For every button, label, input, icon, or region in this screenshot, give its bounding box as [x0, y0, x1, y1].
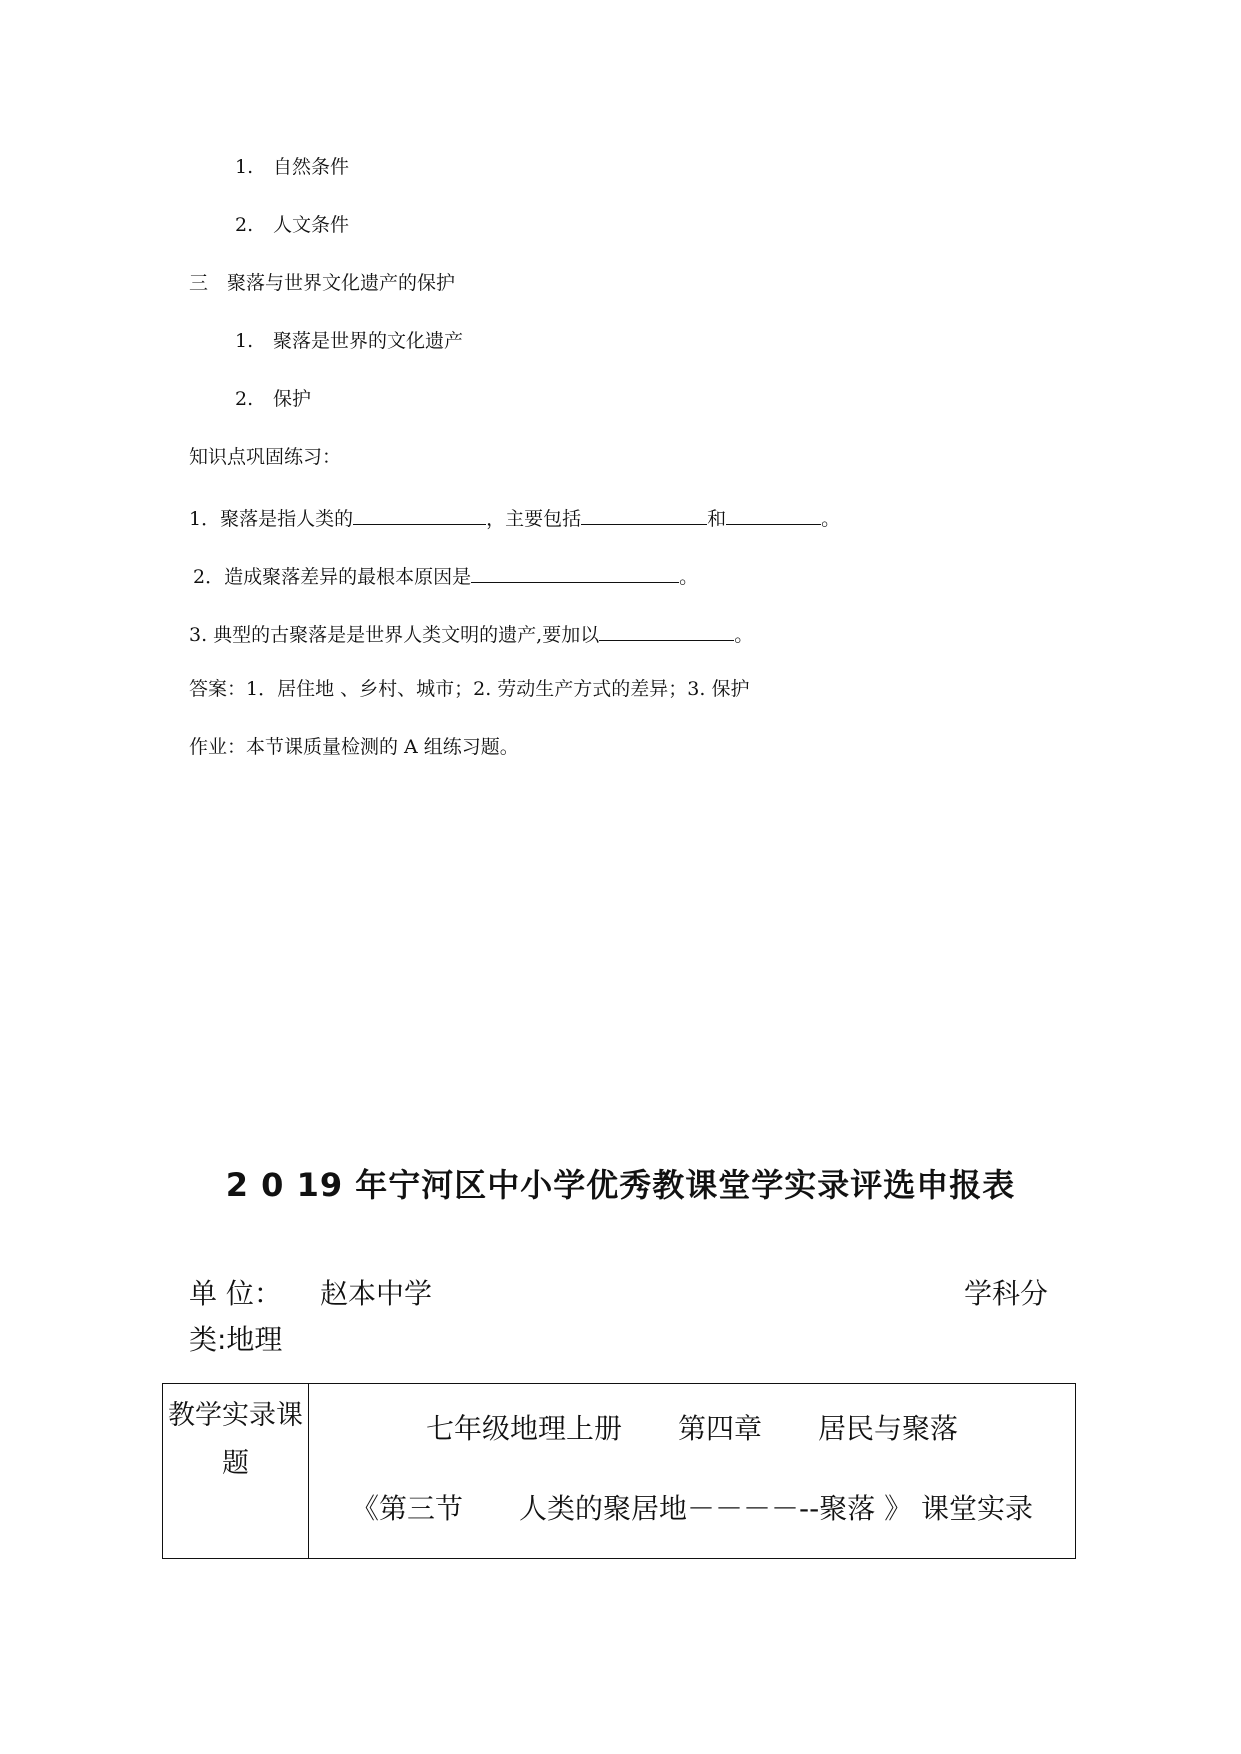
answer-blank: [726, 504, 821, 525]
table-row: [163, 1384, 1076, 1559]
subject-label: 学科分: [964, 1277, 1049, 1310]
outline-item: [235, 214, 349, 237]
item-number: 2.: [235, 388, 254, 410]
question-2: [193, 562, 698, 589]
question-text: 。: [821, 508, 841, 530]
question-text: 2．造成聚落差异的最根本原因是: [193, 566, 472, 588]
question-1: [189, 504, 840, 531]
practice-heading: 知识点巩固练习：: [189, 446, 342, 468]
subject-value: 类:地理: [189, 1323, 283, 1356]
outline-item: [235, 388, 311, 411]
section-text: 聚落与世界文化遗产的保护: [227, 272, 456, 294]
question-3: [189, 620, 753, 647]
application-form-table: [162, 1383, 1076, 1559]
question-text: 和: [707, 508, 727, 530]
answer-blank: [599, 620, 734, 641]
topic-line-1: 七年级地理上册 第四章 居民与聚落: [425, 1412, 958, 1445]
topic-content-cell: [309, 1384, 1076, 1559]
section-number: 三: [189, 272, 209, 294]
item-text: 人文条件: [273, 214, 350, 236]
question-text: 。: [734, 624, 754, 646]
outline-item: [235, 156, 349, 179]
answer-blank: [353, 504, 486, 525]
unit-label: 单 位：: [189, 1277, 282, 1310]
outline-item: [235, 330, 463, 353]
answer-blank: [581, 504, 707, 525]
answer-key: 答案：1．居住地 、乡村、城市；2. 劳动生产方式的差异；3. 保护: [189, 678, 750, 700]
item-text: 自然条件: [273, 156, 350, 178]
item-number: 1.: [235, 330, 254, 352]
homework: 作业：本节课质量检测的 A 组练习题。: [189, 736, 519, 758]
item-text: 保护: [273, 388, 312, 410]
question-text: 3. 典型的古聚落是是世界人类文明的遗产,要加以: [189, 624, 600, 646]
question-text: ，主要包括: [486, 508, 582, 530]
question-text: 1．聚落是指人类的: [189, 508, 354, 530]
item-number: 2.: [235, 214, 254, 236]
unit-value: 赵本中学: [320, 1277, 433, 1310]
topic-line-2: 《第三节 人类的聚居地－－－－--聚落 》 课堂实录: [350, 1492, 1033, 1525]
question-text: 。: [679, 566, 699, 588]
item-number: 1.: [235, 156, 254, 178]
item-text: 聚落是世界的文化遗产: [273, 330, 464, 352]
topic-label-cell: 教学实录课题: [163, 1384, 309, 1559]
section-heading: [189, 272, 455, 295]
form-title: 2 0 19 年宁河区中小学优秀教课堂学实录评选申报表: [225, 1166, 1016, 1204]
answer-blank: [471, 562, 679, 583]
